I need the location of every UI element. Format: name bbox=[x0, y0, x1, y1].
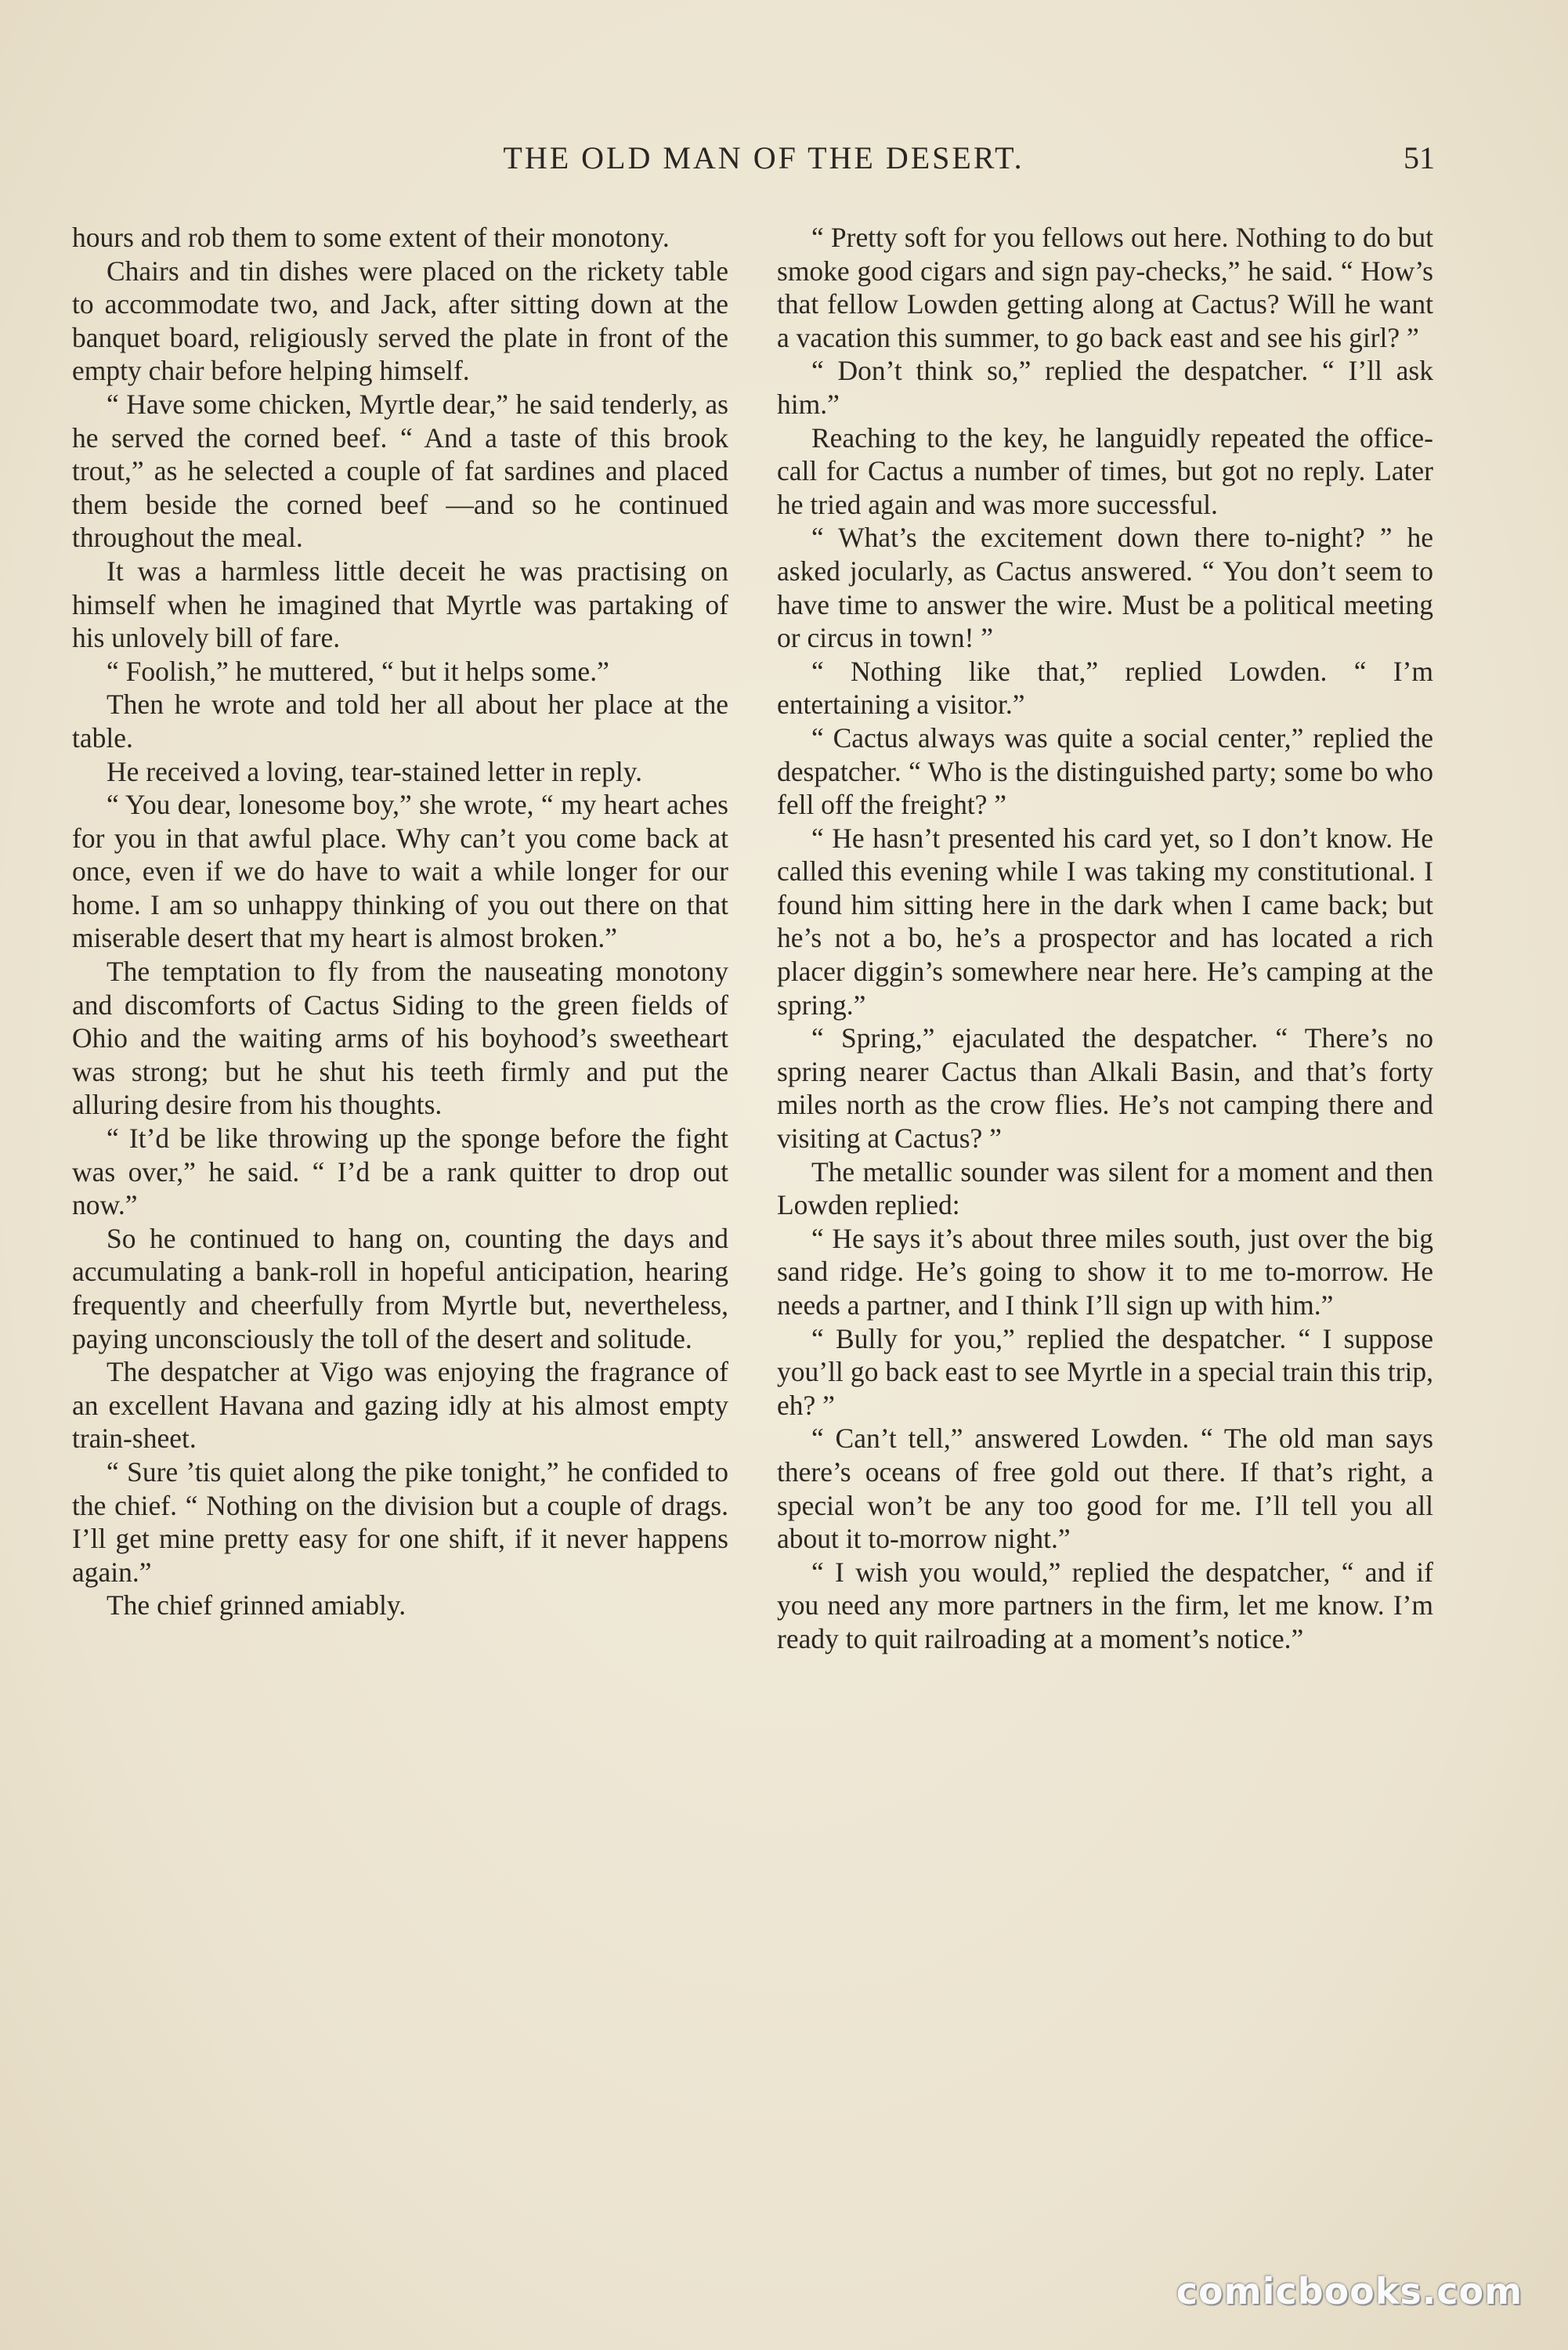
paragraph: “ Foolish,” he muttered, “ but it helps some.” bbox=[107, 655, 609, 687]
paragraph: So he continued to hang on, counting the days and accumulating a bank-roll in hopeful anticipation, hearing frequently and cheerfully from Myrtle but, nevertheless, paying unconsciously the toll of the desert and solitude. bbox=[72, 1222, 728, 1354]
paragraph: “ It’d be like throwing up the sponge before the fight was over,” he said. “ I’d be a rank quitter to drop out now.” bbox=[72, 1123, 728, 1221]
paragraph: The despatcher at Vigo was enjoying the fragrance of an excellent Havana and gazing idly at his almost empty train-sheet. bbox=[72, 1356, 728, 1455]
paragraph: It was a harmless little deceit he was practising on himself when he imagined that Myrtle was partaking of his unlovely bill of fare. bbox=[72, 555, 728, 654]
paragraph: “ Nothing like that,” replied Lowden. “ I’m entertaining a visitor.” bbox=[777, 655, 1433, 721]
left-column bbox=[72, 221, 728, 1622]
paragraph: hours and rob them to some extent of their monotony. bbox=[72, 222, 670, 253]
paragraph: “ Sure ’tis quiet along the pike tonight,” he confided to the chief. “ Nothing on the division but a couple of drags. I’ll get mine pretty easy for one shift, if it never happens again.” bbox=[72, 1455, 728, 1588]
paragraph: “ What’s the excitement down there to-night? ” he asked jocularly, as Cactus answered. “ You don’t seem to have time to answer the wire. Must be a political meeting or circus in town! ” bbox=[777, 522, 1433, 654]
paragraph: “ He says it’s about three miles south, just over the big sand ridge. He’s going to show it to me to-morrow. He needs a partner, and I think I’ll sign up with him.” bbox=[777, 1222, 1433, 1321]
paragraph: Chairs and tin dishes were placed on the rickety table to accommodate two, and Jack, after sitting down at the banquet board, religiously served the plate in front of the empty chair before helping himself. bbox=[72, 255, 728, 387]
paragraph: “ He hasn’t presented his card yet, so I don’t know. He called this evening while I was taking my constitutional. I found him sitting here in the dark when I came back; but he’s not a bo, he’s a prospector and has located a rich placer diggin’s somewhere near here. He’s camping at the spring.” bbox=[777, 822, 1433, 1021]
paragraph: The temptation to fly from the nauseating monotony and discomforts of Cactus Siding to the green fields of Ohio and the waiting arms of his boyhood’s sweetheart was strong; but he shut his teeth firmly and put the alluring desire from his thoughts. bbox=[72, 956, 728, 1121]
paragraph: “ Cactus always was quite a social center,” replied the despatcher. “ Who is the distinguished party; some bo who fell off the freight? ” bbox=[777, 721, 1433, 821]
paragraph: “ Spring,” ejaculated the despatcher. “ There’s no spring nearer Cactus than Alkali Basin, and that’s forty miles north as the crow flies. He’s not camping there and visiting at Cactus? ” bbox=[777, 1022, 1433, 1155]
running-title: THE OLD MAN OF THE DESERT. bbox=[503, 140, 1024, 175]
paragraph: He received a loving, tear-stained letter in reply. bbox=[107, 755, 642, 787]
paragraph: Reaching to the key, he languidly repeated the office-call for Cactus a number of times, but got no reply. Later he tried again and was more successful. bbox=[777, 421, 1433, 520]
paragraph: “ Don’t think so,” replied the despatcher. “ I’ll ask him.” bbox=[777, 355, 1433, 420]
paragraph: The metallic sounder was silent for a moment and then Lowden replied: bbox=[777, 1155, 1433, 1221]
running-header bbox=[0, 139, 1568, 186]
paragraph: “ I wish you would,” replied the despatcher, “ and if you need any more partners in the firm, let me know. I’m ready to quit railroading at a moment’s notice.” bbox=[777, 1556, 1433, 1654]
site-watermark: comicbooks.com bbox=[1176, 2270, 1523, 2312]
page-number: 51 bbox=[1404, 140, 1435, 175]
paragraph: “ Have some chicken, Myrtle dear,” he said tenderly, as he served the corned beef. “ And a taste of this brook trout,” as he selected a couple of fat sardines and placed them beside the corned beef —and so he continued throughout the meal. bbox=[72, 388, 728, 554]
paragraph: The chief grinned amiably. bbox=[107, 1589, 406, 1622]
paragraph: “ Bully for you,” replied the despatcher. “ I suppose you’ll go back east to see Myrtle in a special train this trip, eh? ” bbox=[777, 1322, 1433, 1421]
paragraph: “ You dear, lonesome boy,” she wrote, “ my heart aches for you in that awful place. Why can’t you come back at once, even if we do have to wait a while longer for our home. I am so unhappy thinking of you out there on that miserable desert that my heart is almost broken.” bbox=[72, 789, 728, 954]
paragraph: “ Can’t tell,” answered Lowden. “ The old man says there’s oceans of free gold out there. If that’s right, a special won’t be any too good for me. I’ll tell you all about it to-morrow night.” bbox=[777, 1423, 1433, 1555]
right-column bbox=[777, 221, 1433, 1656]
paragraph: Then he wrote and told her all about her place at the table. bbox=[72, 689, 728, 754]
paragraph: “ Pretty soft for you fellows out here. Nothing to do but smoke good cigars and sign pay-checks,” he said. “ How’s that fellow Lowden getting along at Cactus? Will he want a vacation this summer, to go back east and see his girl? ” bbox=[777, 222, 1433, 353]
